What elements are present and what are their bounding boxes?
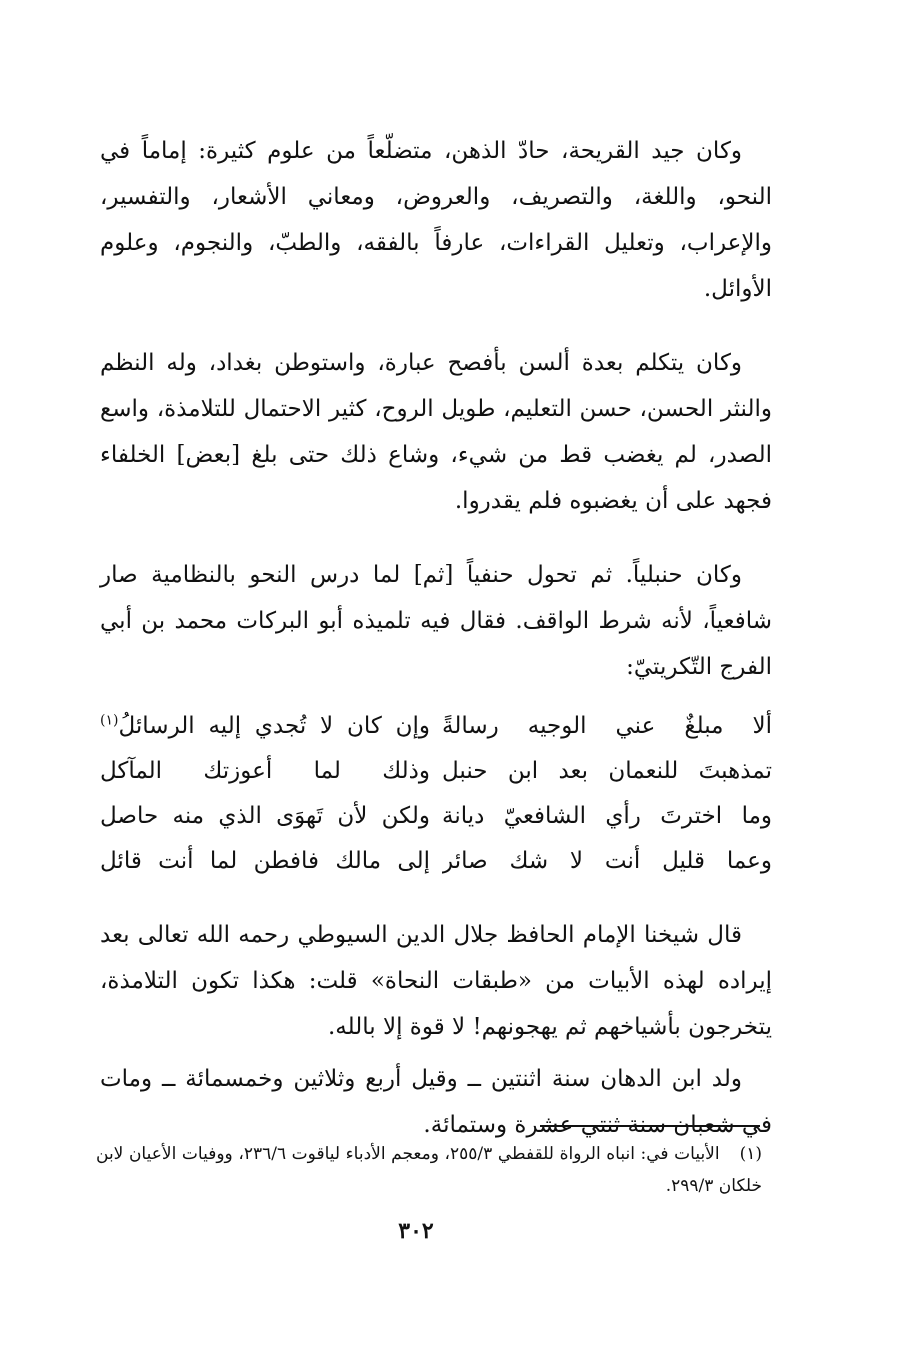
verse-first-hemistich: وما اخترتَ رأي الشافعيّ ديانة <box>442 803 772 829</box>
verse-first-hemistich: تمذهبتَ للنعمان بعد ابن حنبل <box>442 758 772 784</box>
poem-verse <box>100 704 772 749</box>
verse-first-hemistich: ألا مبلغٌ عني الوجيه رسالةً <box>442 713 772 739</box>
footnote-separator <box>540 1125 760 1127</box>
verse-second-hemistich: ولكن لأن تَهوَى الذي منه حاصل <box>100 803 430 829</box>
verse-second-text: وإن كان لا تُجدي إليه الرسائلُ <box>118 713 430 739</box>
footnote <box>96 1138 762 1202</box>
paragraph-4: قال شيخنا الإمام الحافظ جلال الدين السيوطي رحمه الله تعالى بعد إيراده لهذه الأبيات من «طبقات النحاة» قلت: هكذا تكون التلامذة، يتخرجون بأشياخهم ثم يهجونهم! لا قوة إلا بالله. <box>100 922 772 1040</box>
footnote-reference: (١) <box>100 712 119 729</box>
paragraph-2: وكان يتكلم بعدة ألسن بأفصح عبارة، واستوطن بغداد، وله النظم والنثر الحسن، حسن التعليم، طويل الروح، كثير الاحتمال للتلامذة، واسع الصدر، لم يغضب قط من شيء، وشاع ذلك حتى بلغ [بعض] الخلفاء فجهد على أن يغضبوه فلم يقدروا. <box>100 350 772 514</box>
paragraph-5: ولد ابن الدهان سنة اثنتين ــ وقيل أربع وثلاثين وخمسمائة ــ ومات في شعبان سنة ثنتي عشرة وستمائة. <box>100 1066 772 1138</box>
paragraph-1: وكان جيد القريحة، حادّ الذهن، متضلّعاً من علوم كثيرة: إماماً في النحو، واللغة، والتصريف، والعروض، ومعاني الأشعار، والتفسير، والإعراب، وتعليل القراءات، عارفاً بالفقه، والطبّ، والنجوم، وعلوم الأوائل. <box>100 138 772 302</box>
verse-second-hemistich: وذلك لما أعوزتك المآكل <box>100 758 430 784</box>
verse-first-hemistich: وعما قليل أنت لا شك صائر <box>442 848 772 874</box>
verse-second-hemistich: إلى مالك فافطن لما أنت قائل <box>100 848 430 874</box>
footnote-marker: (١) <box>739 1144 763 1164</box>
verse-second-hemistich <box>100 704 430 749</box>
footnote-text: الأبيات في: انباه الرواة للقفطي ٢٥٥/٣، ومعجم الأدباء لياقوت ٢٣٦/٦، ووفيات الأعيان لابن خلكان ٢٩٩/٣. <box>96 1144 762 1196</box>
page-body <box>100 128 772 1148</box>
paragraph-3: وكان حنبلياً. ثم تحول حنفياً [ثم] لما درس النحو بالنظامية صار شافعياً، لأنه شرط الواقف. فقال فيه تلميذه أبو البركات محمد بن أبي الفرج التّكريتيّ: <box>100 562 772 680</box>
poem-verse <box>100 749 772 794</box>
poem <box>100 704 772 884</box>
poem-verse <box>100 794 772 839</box>
page-number: ٣٠٢ <box>398 1218 434 1244</box>
poem-verse <box>100 839 772 884</box>
